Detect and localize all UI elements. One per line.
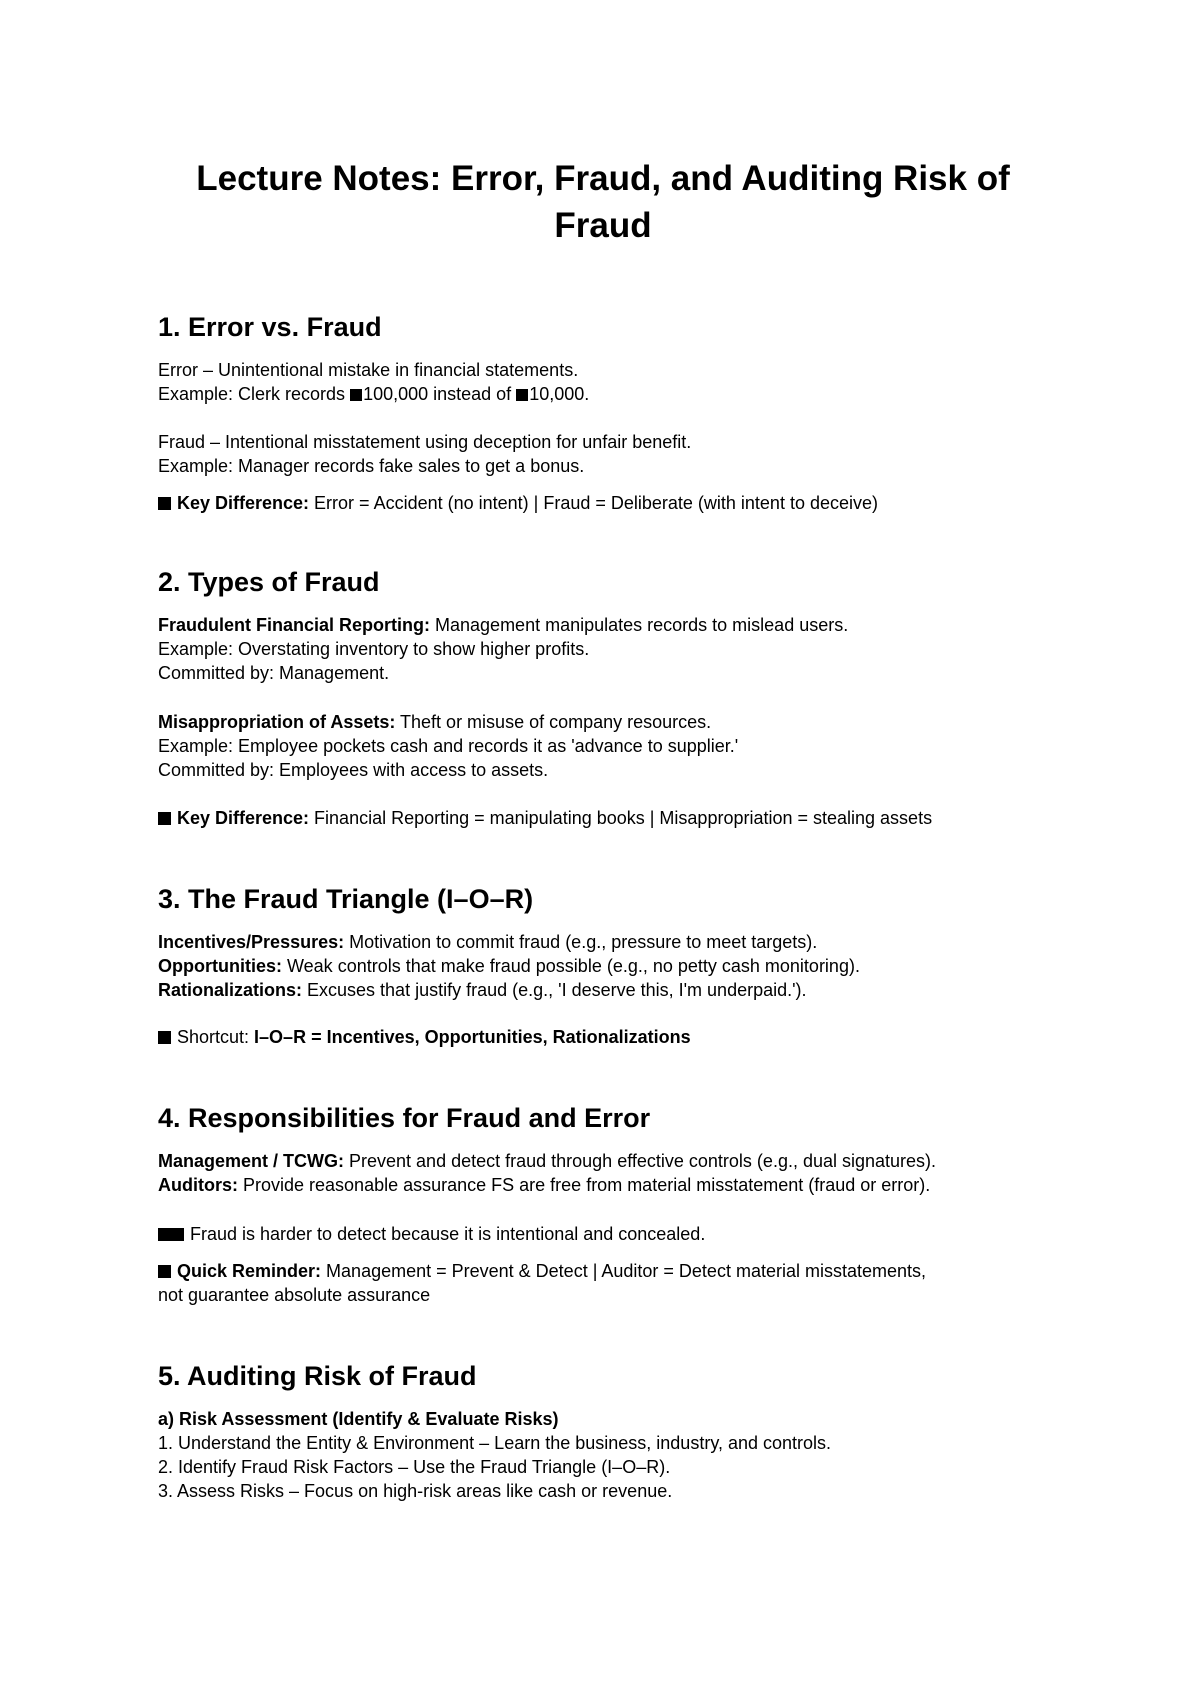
harder-to-detect-line	[158, 1222, 705, 1246]
moa-example: Example: Employee pockets cash and records it as 'advance to supplier.'	[158, 736, 739, 756]
incentives-label: Incentives/Pressures:	[158, 932, 345, 952]
section-3-heading: 3. The Fraud Triangle (I–O–R)	[158, 884, 534, 914]
key-difference-2	[158, 806, 932, 830]
section-2-heading: 2. Types of Fraud	[158, 567, 380, 597]
key-difference-label: Key Difference:	[177, 493, 310, 513]
quick-reminder-text: Management = Prevent & Detect | Auditor = Detect material misstatements,	[321, 1261, 926, 1281]
ffr-line	[158, 613, 848, 637]
incentives-text: Motivation to commit fraud (e.g., pressure to meet targets).	[344, 932, 818, 952]
currency-glyph-box-icon	[516, 389, 528, 401]
list-item: 1. Understand the Entity & Environment – Learn the business, industry, and controls.	[158, 1433, 832, 1453]
management-label: Management / TCWG:	[158, 1151, 345, 1171]
error-definition: Error – Unintentional mistake in financial statements.	[158, 360, 579, 380]
moa-label: Misappropriation of Assets:	[158, 712, 396, 732]
error-example	[158, 382, 589, 406]
key-difference-1	[158, 491, 878, 515]
opportunities-label: Opportunities:	[158, 956, 282, 976]
key-difference-text: Error = Accident (no intent) | Fraud = Deliberate (with intent to deceive)	[309, 493, 878, 513]
section-5-heading: 5. Auditing Risk of Fraud	[158, 1361, 477, 1391]
opportunities-line	[158, 954, 860, 978]
ffr-text: Management manipulates records to mislead users.	[430, 615, 849, 635]
auditors-text: Provide reasonable assurance FS are free from material misstatement (fraud or error).	[238, 1175, 931, 1195]
moa-text: Theft or misuse of company resources.	[395, 712, 712, 732]
error-example-part-2: 100,000 instead of	[363, 384, 517, 404]
fraud-definition: Fraud – Intentional misstatement using deception for unfair benefit.	[158, 432, 692, 452]
quick-reminder-continued: not guarantee absolute assurance	[158, 1285, 431, 1305]
currency-glyph-box-icon	[350, 389, 362, 401]
harder-to-detect-text: Fraud is harder to detect because it is intentional and concealed.	[190, 1224, 706, 1244]
auditors-label: Auditors:	[158, 1175, 238, 1195]
ffr-label: Fraudulent Financial Reporting:	[158, 615, 431, 635]
rationalizations-text: Excuses that justify fraud (e.g., 'I deserve this, I'm underpaid.').	[302, 980, 807, 1000]
moa-committed-by: Committed by: Employees with access to assets.	[158, 760, 549, 780]
shortcut-label: Shortcut:	[177, 1027, 255, 1047]
bullet-square-icon	[158, 1265, 171, 1278]
shortcut-acronym: I–O–R	[254, 1027, 307, 1047]
section-4-heading: 4. Responsibilities for Fraud and Error	[158, 1103, 651, 1133]
quick-reminder-line	[158, 1259, 926, 1283]
document-title: Lecture Notes: Error, Fraud, and Auditing Risk of Fraud	[196, 159, 1010, 245]
moa-line	[158, 710, 711, 734]
auditors-line	[158, 1173, 930, 1197]
bullet-square-icon	[158, 812, 171, 825]
ffr-committed-by: Committed by: Management.	[158, 663, 390, 683]
bullet-square-icon	[158, 497, 171, 510]
rationalizations-label: Rationalizations:	[158, 980, 303, 1000]
risk-assessment-subheading: a) Risk Assessment (Identify & Evaluate Risks)	[158, 1409, 559, 1429]
bullet-square-icon	[158, 1031, 171, 1044]
management-text: Prevent and detect fraud through effective controls (e.g., dual signatures).	[344, 1151, 937, 1171]
error-example-part-3: 10,000.	[529, 384, 590, 404]
ffr-example: Example: Overstating inventory to show higher profits.	[158, 639, 590, 659]
management-line	[158, 1149, 936, 1173]
key-difference-text: Financial Reporting = manipulating books | Misappropriation = stealing assets	[309, 808, 933, 828]
opportunities-text: Weak controls that make fraud possible (e.g., no petty cash monitoring).	[282, 956, 860, 976]
fraud-example: Example: Manager records fake sales to get a bonus.	[158, 456, 585, 476]
list-item: 3. Assess Risks – Focus on high-risk areas like cash or revenue.	[158, 1481, 673, 1501]
section-1-heading: 1. Error vs. Fraud	[158, 312, 382, 342]
shortcut-line	[158, 1025, 691, 1049]
shortcut-expansion: = Incentives, Opportunities, Rationalizations	[306, 1027, 691, 1047]
rationalizations-line	[158, 978, 807, 1002]
list-item: 2. Identify Fraud Risk Factors – Use the Fraud Triangle (I–O–R).	[158, 1457, 671, 1477]
error-example-part-1: Example: Clerk records	[158, 384, 351, 404]
warning-box-icon	[171, 1228, 184, 1241]
quick-reminder-label: Quick Reminder:	[177, 1261, 322, 1281]
warning-box-icon	[158, 1228, 171, 1241]
key-difference-label: Key Difference:	[177, 808, 310, 828]
incentives-line	[158, 930, 817, 954]
